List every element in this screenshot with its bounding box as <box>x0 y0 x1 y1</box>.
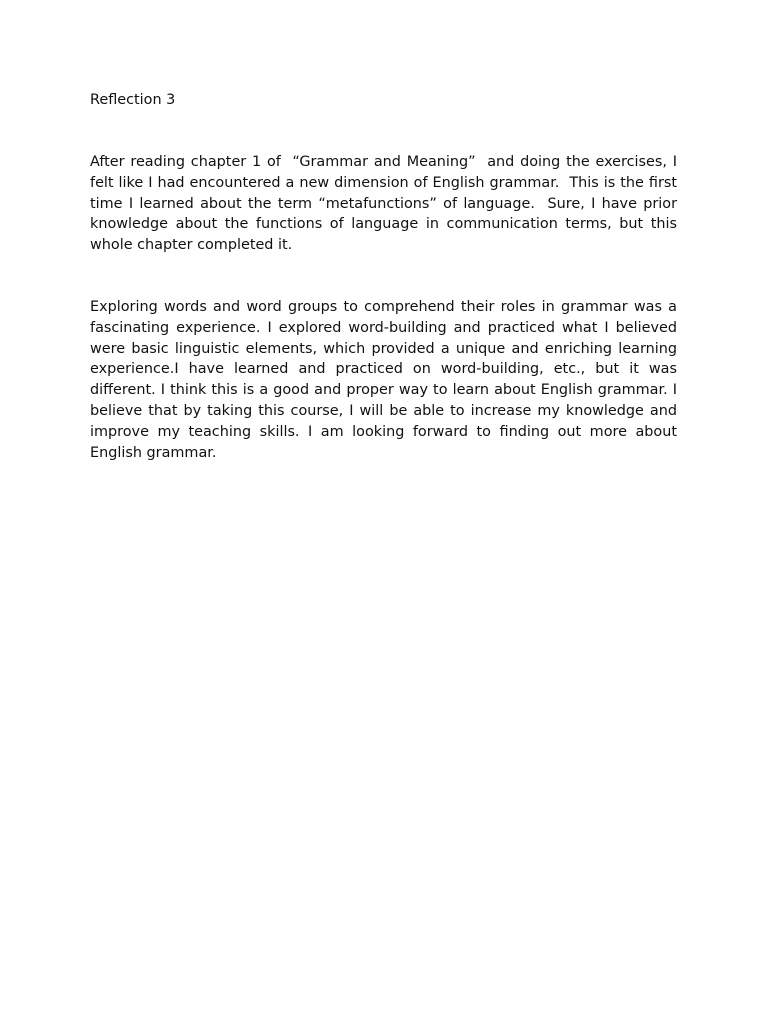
document-body <box>90 90 682 463</box>
paragraph-1: After reading chapter 1 of “Grammar and Meaning” and doing the exercises, I felt like I had encountered a new dimension of English grammar. This is the first time I learned about the term “metafunctions” of language. Sure, I have prior knowledge about the functions of language in communication terms, but this whole chapter completed it. <box>90 154 682 254</box>
paragraph-2: Exploring words and word groups to comprehend their roles in grammar was a fascinating experience. I explored word-building and practiced what I believed were basic linguistic elements, which provided a unique and enriching learning experience.I have learned and practiced on word-building, etc., but it was different. I think this is a good and proper way to learn about English grammar. I believe that by taking this course, I will be able to increase my knowledge and improve my teaching skills. I am looking forward to finding out more about English grammar. <box>90 298 682 461</box>
document-title: Reflection 3 <box>90 92 176 108</box>
